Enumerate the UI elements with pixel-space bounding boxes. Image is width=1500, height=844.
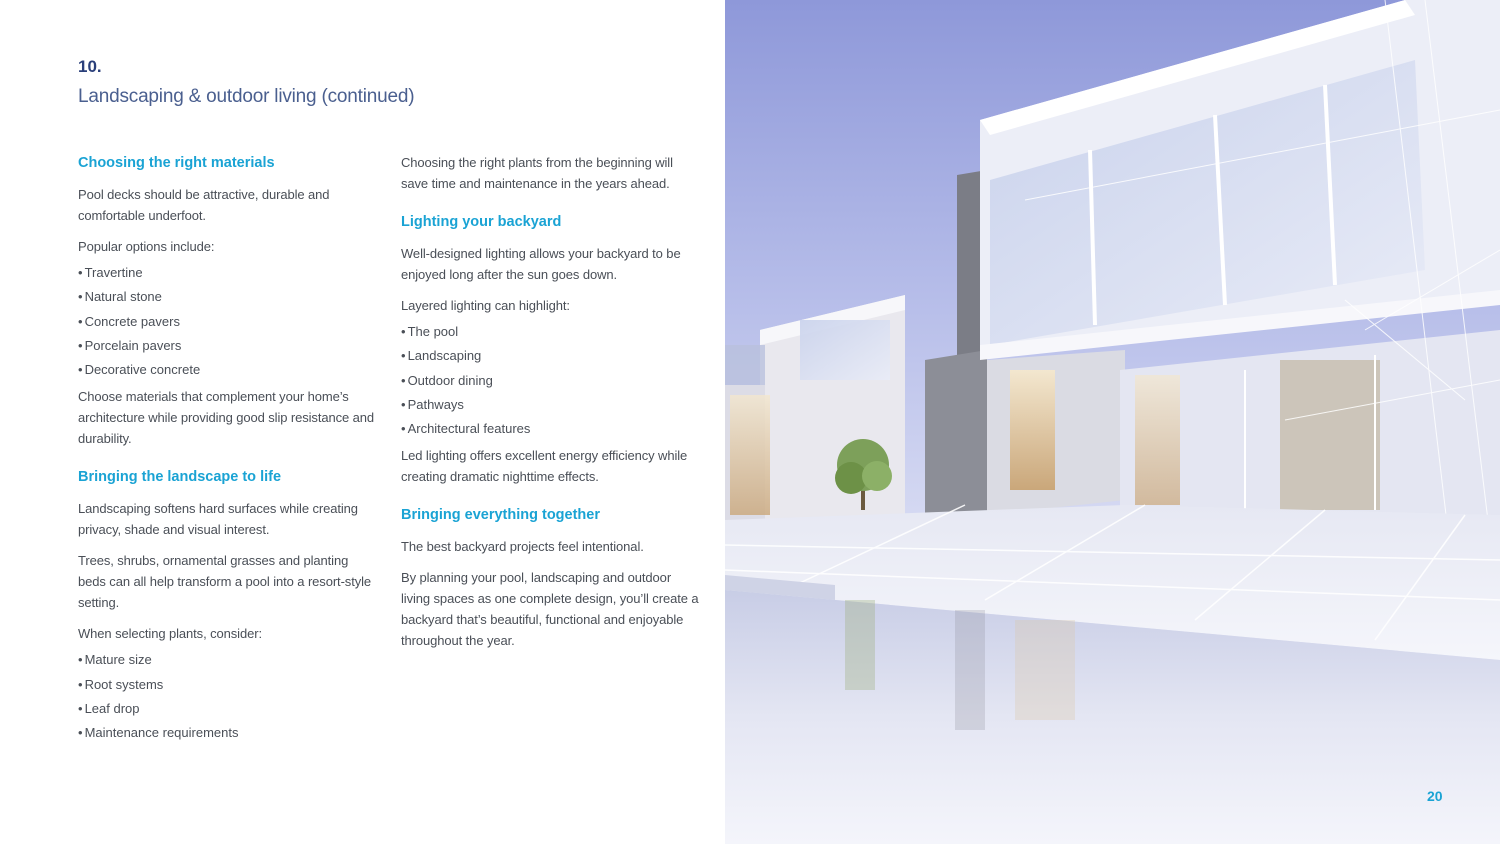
together-p1: The best backyard projects feel intentional. xyxy=(401,539,644,555)
plants-list xyxy=(78,648,378,745)
text-column-right xyxy=(401,152,701,651)
list-item: • Landscaping xyxy=(401,344,701,368)
list-item: • Travertine xyxy=(78,261,378,285)
text-panel xyxy=(0,0,725,844)
list-item: • Root systems xyxy=(78,673,378,697)
list-item: • Concrete pavers xyxy=(78,310,378,334)
heading-lighting: Lighting your backyard xyxy=(401,214,562,230)
list-item: • The pool xyxy=(401,320,701,344)
materials-intro: Pool decks should be attractive, durable and comfortable underfoot. xyxy=(78,187,330,223)
modern-house-illustration xyxy=(725,0,1500,844)
list-item: • Leaf drop xyxy=(78,697,378,721)
landscape-p2: Trees, shrubs, ornamental grasses and planting beds can all help transform a pool into a resort-style setting. xyxy=(78,553,372,611)
list-item: • Pathways xyxy=(401,393,701,417)
section-number: 10. xyxy=(78,57,102,76)
lighting-list xyxy=(401,320,701,441)
list-item: • Natural stone xyxy=(78,285,378,309)
together-p2: By planning your pool, landscaping and outdoor living spaces as one complete design, you’ll create a backyard that’s beautiful, functional and enjoyable throughout the year. xyxy=(401,570,699,649)
list-item: • Architectural features xyxy=(401,417,701,441)
landscape-consider-label: When selecting plants, consider: xyxy=(78,626,262,642)
list-item: • Outdoor dining xyxy=(401,369,701,393)
lighting-p1: Well-designed lighting allows your backyard to be enjoyed long after the sun goes down. xyxy=(401,246,681,282)
list-item: • Porcelain pavers xyxy=(78,334,378,358)
text-column-left xyxy=(78,152,378,746)
list-item: • Decorative concrete xyxy=(78,358,378,382)
landscape-p1: Landscaping softens hard surfaces while creating privacy, shade and visual interest. xyxy=(78,501,358,538)
house-photo xyxy=(725,0,1500,844)
plants-closing: Choosing the right plants from the beginning will save time and maintenance in the years ahead. xyxy=(401,155,673,191)
lighting-label: Layered lighting can highlight: xyxy=(401,298,570,313)
page-number: 20 xyxy=(1427,788,1443,804)
materials-closing: Choose materials that complement your home’s architecture while providing good slip resistance and durability. xyxy=(78,389,375,447)
materials-list xyxy=(78,261,378,382)
heading-together: Bringing everything together xyxy=(401,507,600,524)
heading-materials: Choosing the right materials xyxy=(78,155,275,171)
list-item: • Mature size xyxy=(78,648,378,672)
list-item: • Maintenance requirements xyxy=(78,721,378,745)
section-title: Landscaping & outdoor living (continued) xyxy=(78,86,415,107)
lighting-p2: Led lighting offers excellent energy efficiency while creating dramatic nighttime effects. xyxy=(401,448,688,485)
heading-landscape: Bringing the landscape to life xyxy=(78,469,282,486)
materials-options-label: Popular options include: xyxy=(78,239,215,254)
